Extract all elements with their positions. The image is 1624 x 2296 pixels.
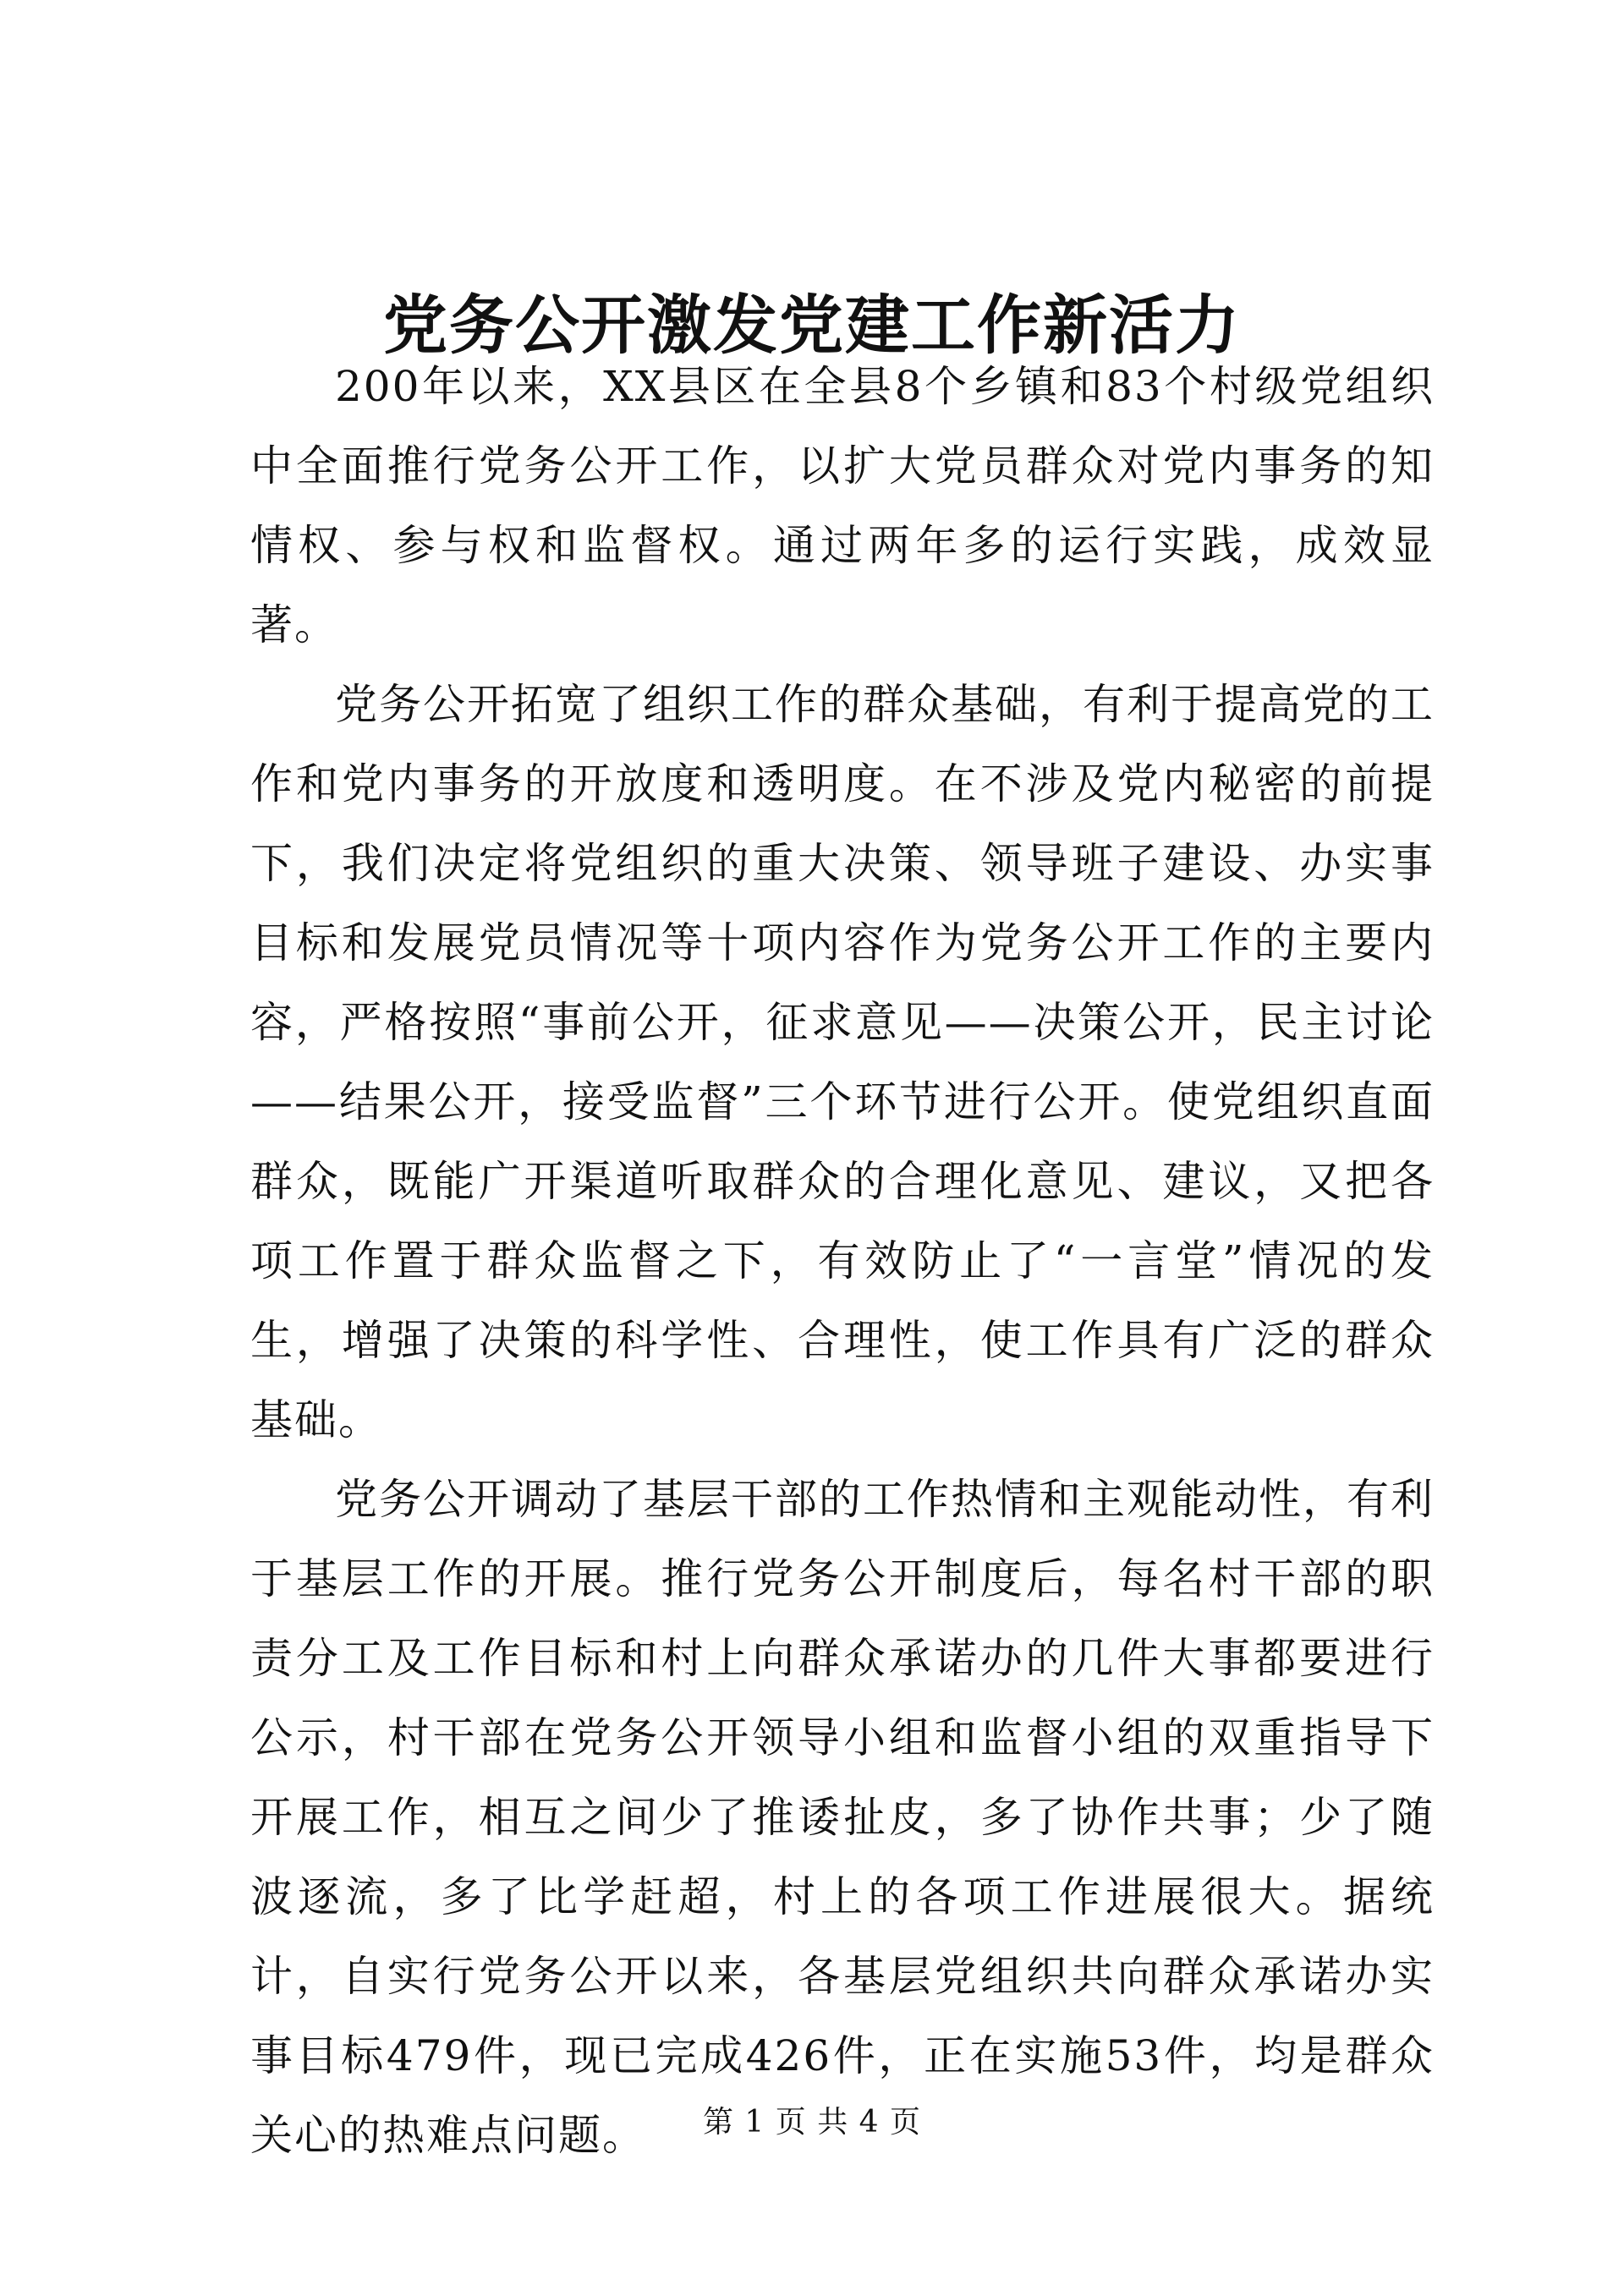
paragraph-1: 200年以来，XX县区在全县8个乡镇和83个村级党组织中全面推行党务公开工作，以扩大党员群众对党内事务的知情权、参与权和监督权。通过两年多的运行实践，成效显著。 bbox=[250, 362, 1435, 649]
paragraph-2: 党务公开拓宽了组织工作的群众基础，有利于提高党的工作和党内事务的开放度和透明度。在不涉及党内秘密的前提下，我们决定将党组织的重大决策、领导班子建设、办实事目标和发展党员情况等十项内容作为党务公开工作的主要内容，严格按照“事前公开，征求意见——决策公开，民主讨论——结果公开，接受监督”三个环节进行公开。使党组织直面群众，既能广开渠道听取群众的合理化意见、建议，又把各项工作置于群众监督之下，有效防止了“一言堂”情况的发生，增强了决策的科学性、合理性，使工作具有广泛的群众基础。 bbox=[250, 680, 1435, 1444]
document-body bbox=[250, 347, 1435, 2175]
paragraph-3: 党务公开调动了基层干部的工作热情和主观能动性，有利于基层工作的开展。推行党务公开制度后，每名村干部的职责分工及工作目标和村上向群众承诺办的几件大事都要进行公示，村干部在党务公开领导小组和监督小组的双重指导下开展工作，相互之间少了推诿扯皮，多了协作共事；少了随波逐流，多了比学赶超，村上的各项工作进展很大。据统计，自实行党务公开以来，各基层党组织共向群众承诺办实事目标479件，现已完成426件，正在实施53件，均是群众关心的热难点问题。 bbox=[250, 1475, 1435, 2160]
document-title: 党务公开激发党建工作新活力 bbox=[383, 288, 1241, 363]
page-number-footer: 第 1 页 共 4 页 bbox=[702, 2105, 922, 2140]
